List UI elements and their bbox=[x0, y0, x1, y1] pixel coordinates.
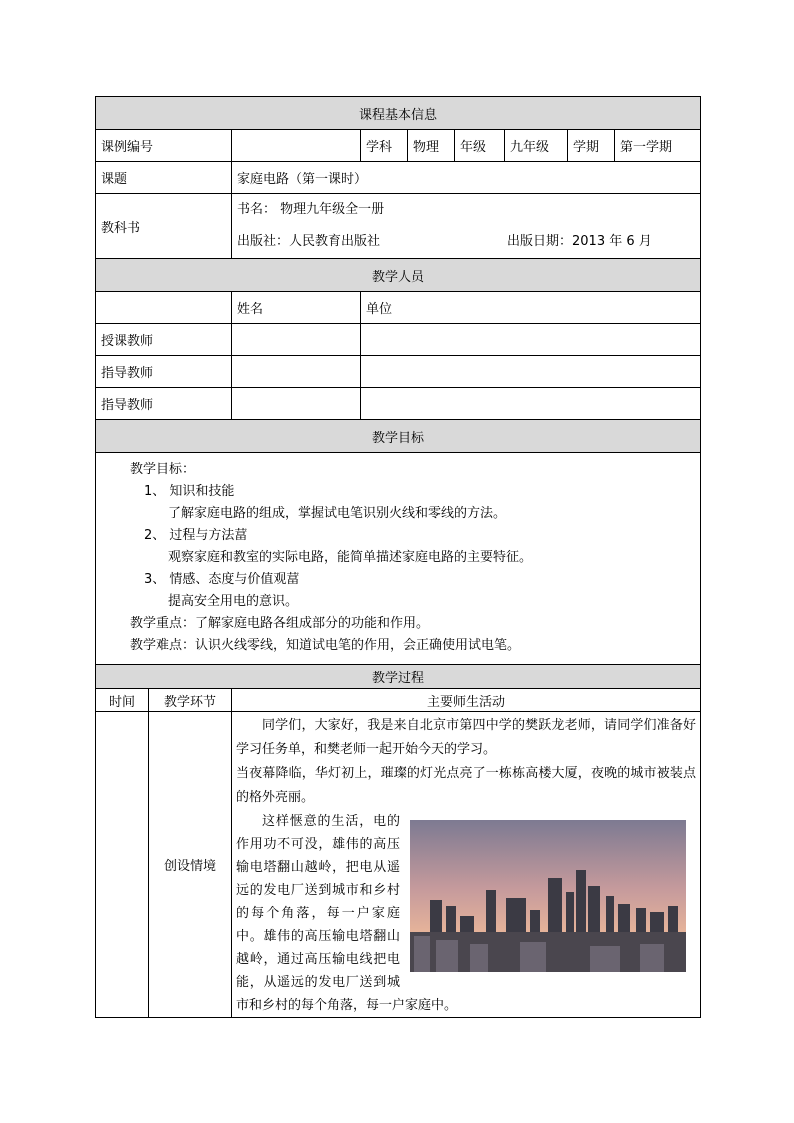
goal-3-title: 3、 情感、态度与价值观葍 bbox=[144, 572, 300, 587]
col-time: 时间 bbox=[96, 689, 149, 712]
staff-role: 授课教师 bbox=[96, 324, 232, 356]
staff-unit bbox=[361, 324, 701, 356]
key-point: 教学重点：了解家庭电路各组成部分的功能和作用。 bbox=[130, 616, 430, 631]
subject-value: 物理 bbox=[408, 130, 455, 162]
city-skyline-photo bbox=[410, 820, 686, 972]
goals-header: 教学目标 bbox=[96, 420, 701, 453]
grade-label: 年级 bbox=[455, 130, 505, 162]
staff-role: 指导教师 bbox=[96, 356, 232, 388]
lesson-plan-sheet bbox=[95, 96, 700, 1018]
publisher: 出版社：人民教育出版社 bbox=[237, 234, 381, 249]
subject-label: 学科 bbox=[361, 130, 408, 162]
topic-value: 家庭电路（第一课时） bbox=[232, 162, 701, 194]
staff-unit bbox=[361, 356, 701, 388]
book-name: 书名： 物理九年级全一册 bbox=[237, 202, 385, 217]
lesson-table bbox=[95, 96, 701, 1018]
basic-info-header: 课程基本信息 bbox=[96, 97, 701, 130]
case-no-label: 课例编号 bbox=[96, 130, 232, 162]
staff-name bbox=[232, 356, 361, 388]
staff-name bbox=[232, 324, 361, 356]
term-label: 学期 bbox=[568, 130, 615, 162]
activity-cell bbox=[232, 712, 701, 1018]
process-header: 教学过程 bbox=[96, 665, 701, 689]
staff-corner bbox=[96, 292, 232, 324]
staff-header: 教学人员 bbox=[96, 259, 701, 292]
staff-role: 指导教师 bbox=[96, 388, 232, 420]
activity-para-2: 当夜幕降临，华灯初上，璀璨的灯光点亮了一栋栋高楼大厦，夜晚的城市被装点的格外亮丽。 bbox=[236, 766, 696, 805]
stage-cell: 创设情境 bbox=[149, 712, 232, 1018]
time-cell bbox=[96, 712, 149, 1018]
case-no-value bbox=[232, 130, 361, 162]
col-activity: 主要师生活动 bbox=[232, 689, 701, 712]
col-stage: 教学环节 bbox=[149, 689, 232, 712]
goals-title: 教学目标： bbox=[130, 462, 196, 477]
goals-body bbox=[96, 453, 701, 665]
staff-name-col: 姓名 bbox=[232, 292, 361, 324]
city-skyline-image bbox=[410, 820, 686, 972]
textbook-info bbox=[232, 194, 701, 259]
staff-unit bbox=[361, 388, 701, 420]
goal-1-text: 了解家庭电路的组成，掌握试电笔识别火线和零线的方法。 bbox=[168, 506, 507, 521]
goal-2-text: 观察家庭和教室的实际电路，能简单描述家庭电路的主要特征。 bbox=[168, 550, 533, 565]
textbook-label: 教科书 bbox=[96, 194, 232, 259]
difficulty: 教学难点：认识火线零线，知道试电笔的作用，会正确使用试电笔。 bbox=[130, 638, 521, 653]
goal-1-title: 1、 知识和技能 bbox=[144, 484, 235, 499]
publish-date: 出版日期：2013 年 6 月 bbox=[507, 234, 652, 249]
topic-label: 课题 bbox=[96, 162, 232, 194]
publisher-line bbox=[237, 226, 695, 258]
goal-3-text: 提高安全用电的意识。 bbox=[168, 594, 299, 609]
staff-name bbox=[232, 388, 361, 420]
term-value: 第一学期 bbox=[615, 130, 701, 162]
grade-value: 九年级 bbox=[505, 130, 568, 162]
activity-para-1: 同学们，大家好，我是来自北京市第四中学的樊跃龙老师，请同学们准备好学习任务单，和樊老师一起开始今天的学习。 bbox=[236, 718, 696, 757]
staff-unit-col: 单位 bbox=[361, 292, 701, 324]
activity-para-3: 这样惬意的生活，电的作用功不可没，雄伟的高压输电塔翻山越岭，把电从遥远的发电厂送到城市和乡村的每个角落，每一户家庭中。雄伟的高压输电塔翻山越岭，通过高压输电线把电能，从遥远的发电厂送到城市和乡村的每个角落，每一户家庭中。 bbox=[236, 814, 458, 1013]
goal-2-title: 2、 过程与方法葍 bbox=[144, 528, 248, 543]
